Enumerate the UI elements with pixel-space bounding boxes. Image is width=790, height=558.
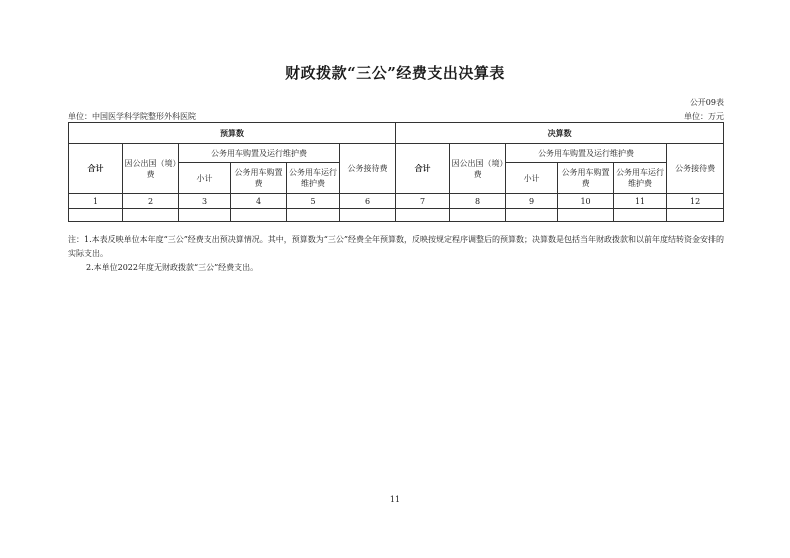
column-number: 4 [231,194,287,209]
final-vehicle-purchase-header: 公务用车购置费 [558,163,614,194]
page-number: 11 [389,495,401,504]
currency-unit: 单位：万元 [684,112,724,121]
column-number: 7 [396,194,450,209]
final-reception-header: 公务接待费 [667,144,724,194]
empty-cell [450,209,506,222]
empty-cell [667,209,724,222]
empty-cell [69,209,123,222]
empty-cell [287,209,340,222]
final-vehicle-group-header: 公务用车购置及运行维护费 [506,144,667,163]
column-number: 11 [614,194,667,209]
budget-reception-header: 公务接待费 [340,144,396,194]
page-title: 财政拨款“三公”经费支出决算表 [285,64,505,82]
budget-subtotal-header: 小计 [179,163,231,194]
final-subtotal-header: 小计 [506,163,558,194]
unit-name: 单位：中国医学科学院整形外科医院 [68,112,196,121]
empty-data-row [69,209,724,222]
column-number: 2 [123,194,179,209]
column-number: 12 [667,194,724,209]
empty-cell [231,209,287,222]
final-header: 决算数 [396,123,724,144]
empty-cell [123,209,179,222]
note-1: 注：1.本表反映单位本年度“三公”经费支出预决算情况。其中，预算数为“三公”经费全年预算数，反映按规定程序调整后的预算数；决算数是包括当年财政拨款和以前年度结转资金安排的实际支出。 [68,235,724,258]
budget-vehicle-purchase-header: 公务用车购置费 [231,163,287,194]
budget-header: 预算数 [69,123,396,144]
note-2: 2.本单位2022年度无财政拨款“三公”经费支出。 [86,263,259,272]
three-public-expenses-table [68,122,724,222]
empty-cell [396,209,450,222]
column-number: 10 [558,194,614,209]
notes [68,233,728,275]
form-code: 公开09表 [689,98,724,107]
budget-total-header: 合计 [69,144,123,194]
column-number: 6 [340,194,396,209]
column-number: 5 [287,194,340,209]
budget-vehicle-maintenance-header: 公务用车运行维护费 [287,163,340,194]
empty-cell [340,209,396,222]
final-total-header: 合计 [396,144,450,194]
final-abroad-header: 因公出国（境）费 [450,144,506,194]
column-number: 9 [506,194,558,209]
empty-cell [558,209,614,222]
column-number: 1 [69,194,123,209]
column-number-row [69,194,724,209]
empty-cell [506,209,558,222]
column-number: 3 [179,194,231,209]
empty-cell [179,209,231,222]
empty-cell [614,209,667,222]
budget-abroad-header: 因公出国（境）费 [123,144,179,194]
final-vehicle-maintenance-header: 公务用车运行维护费 [614,163,667,194]
budget-vehicle-group-header: 公务用车购置及运行维护费 [179,144,340,163]
column-number: 8 [450,194,506,209]
